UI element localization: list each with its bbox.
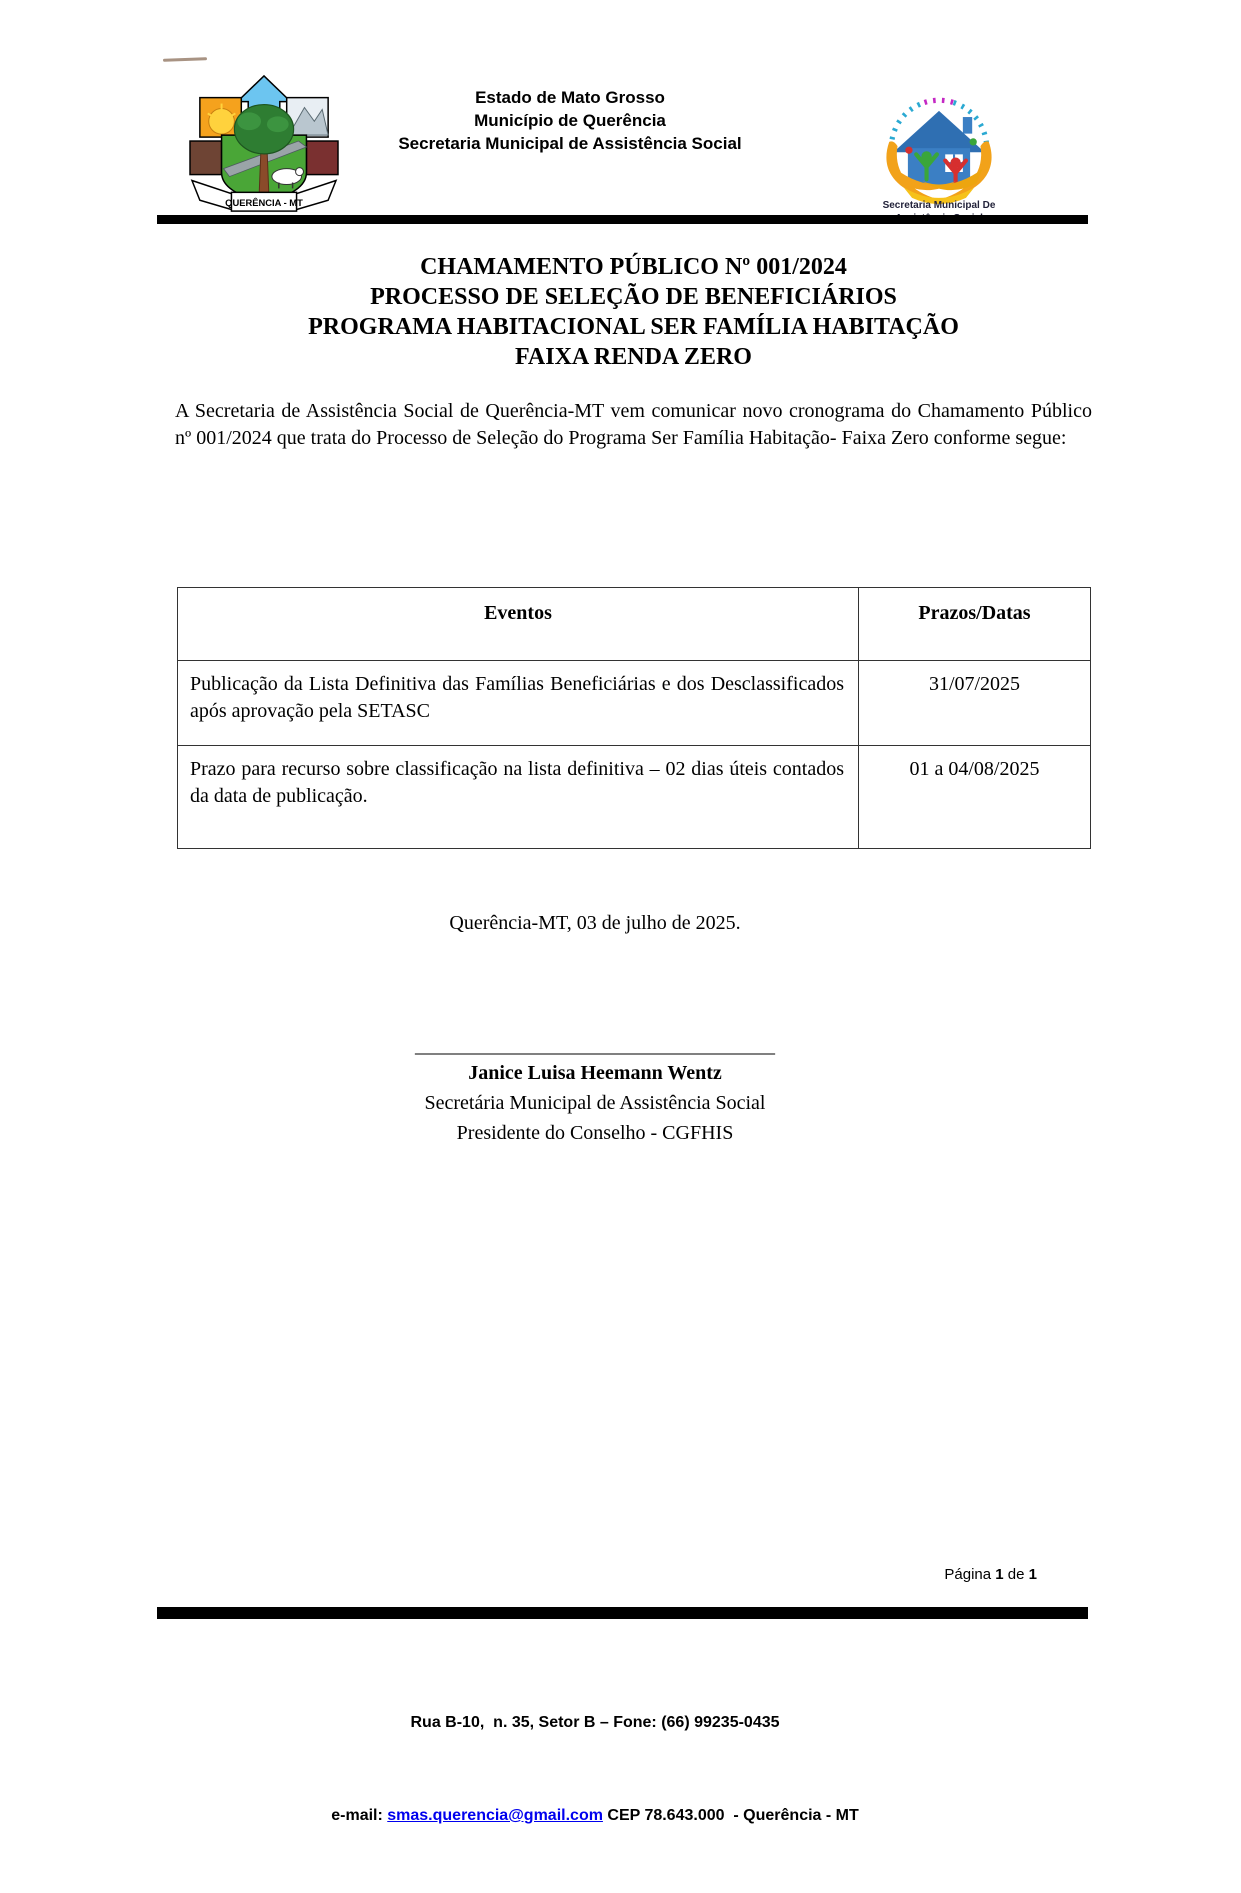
table-header-eventos: Eventos bbox=[178, 588, 859, 661]
signature-block bbox=[175, 1034, 1015, 1148]
stray-pen-mark bbox=[163, 57, 207, 62]
signatory-role-1: Secretária Municipal de Assistência Social bbox=[424, 1092, 766, 1114]
header-divider-bar bbox=[157, 215, 1088, 224]
title-line-3: PROGRAMA HABITACIONAL SER FAMÍLIA HABITAÇÃO bbox=[308, 314, 959, 340]
table-row bbox=[178, 661, 1091, 746]
arc-people-top bbox=[924, 100, 953, 102]
signatory-role-2: Presidente do Conselho - CGFHIS bbox=[456, 1122, 734, 1144]
header-line-municipio: Município de Querência bbox=[474, 111, 666, 130]
page-number-of: de bbox=[1003, 1566, 1029, 1583]
table-header-prazos: Prazos/Datas bbox=[859, 588, 1091, 661]
email-link[interactable]: smas.querencia@gmail.com bbox=[387, 1807, 603, 1824]
email-label: e-mail: bbox=[331, 1807, 388, 1824]
table-header-row bbox=[178, 588, 1091, 661]
header-line-state: Estado de Mato Grosso bbox=[475, 88, 665, 107]
coat-ribbon-label: QUERÊNCIA - MT bbox=[225, 198, 303, 209]
secretaria-assistencia-logo bbox=[876, 88, 1002, 200]
intro-paragraph: A Secretaria de Assistência Social de Querência-MT vem comunicar novo cronograma do Chamamento Público nº 001/2024 que trata do Processo de Seleção do Programa Ser Família Habitação- Faixa Zero conforme segue: bbox=[175, 400, 1092, 449]
machinery-panel bbox=[190, 141, 222, 175]
title-line-1: CHAMAMENTO PÚBLICO Nº 001/2024 bbox=[420, 254, 847, 280]
table-row bbox=[178, 746, 1091, 849]
footer-contact-line bbox=[155, 1800, 1035, 1831]
schedule-table bbox=[177, 587, 1091, 849]
secretaria-caption-line1: Secretaria Municipal De bbox=[882, 200, 996, 211]
header-org-lines bbox=[290, 86, 850, 155]
title-line-4: FAIXA RENDA ZERO bbox=[515, 344, 752, 370]
page-number bbox=[175, 1566, 1037, 1583]
footer-address-line: Rua B-10, n. 35, Setor B – Fone: (66) 99235-0435 bbox=[410, 1714, 780, 1731]
page-number-label: Página bbox=[944, 1566, 992, 1583]
row1-evento-cell: Publicação da Lista Definitiva das Famílias Beneficiárias e dos Desclassificados após aprovação pela SETASC bbox=[178, 661, 859, 746]
footer-cep-city: CEP 78.643.000 - Querência - MT bbox=[602, 1807, 859, 1824]
title-line-2: PROCESSO DE SELEÇÃO DE BENEFICIÁRIOS bbox=[370, 284, 897, 310]
row2-evento-cell: Prazo para recurso sobre classificação na lista definitiva – 02 dias úteis contados da data de publicação. bbox=[178, 746, 859, 849]
page-number-current: 1 bbox=[995, 1566, 1004, 1583]
header-line-secretaria: Secretaria Municipal de Assistência Social bbox=[398, 134, 742, 153]
footer-address bbox=[155, 1645, 1035, 1893]
page-number-total: 1 bbox=[1028, 1566, 1037, 1583]
signatory-name: Janice Luisa Heemann Wentz bbox=[468, 1062, 722, 1084]
signature-rule: ____________________________________ bbox=[415, 1035, 775, 1057]
row2-prazo-cell: 01 a 04/08/2025 bbox=[859, 746, 1091, 849]
row1-prazo-cell: 31/07/2025 bbox=[859, 661, 1091, 746]
footer-divider-bar bbox=[157, 1607, 1088, 1619]
document-title bbox=[175, 252, 1092, 372]
dateline: Querência-MT, 03 de julho de 2025. bbox=[449, 912, 741, 934]
